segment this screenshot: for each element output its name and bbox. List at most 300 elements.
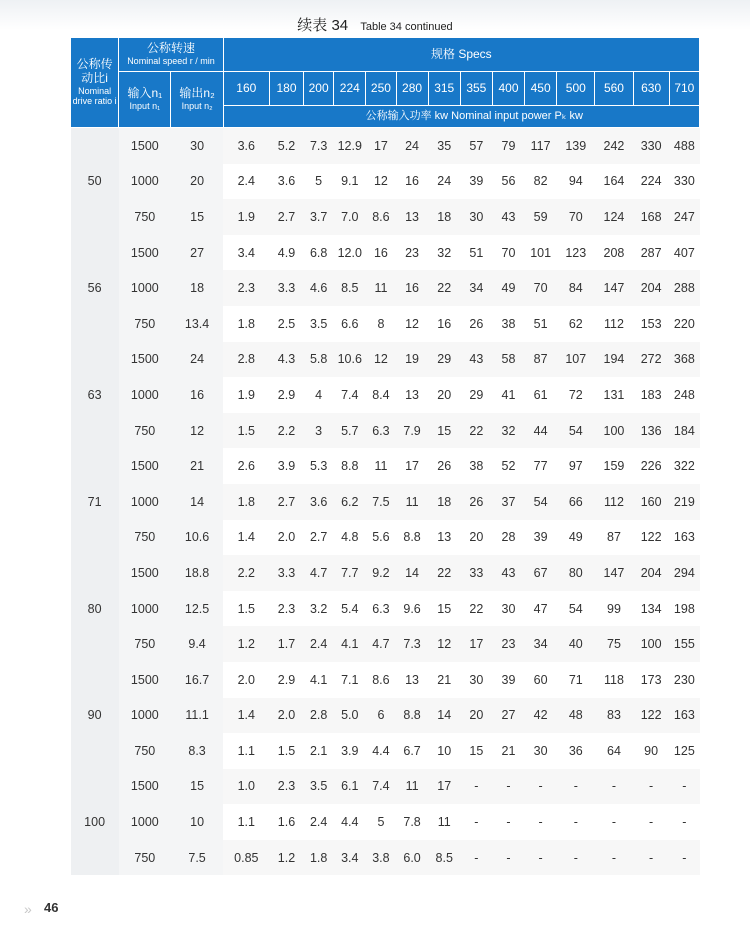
- output-speed-cell: 15: [171, 769, 223, 805]
- power-value-cell: 124: [595, 199, 633, 235]
- table-row: [71, 591, 700, 627]
- power-value-cell: 3: [304, 413, 334, 449]
- power-value-cell: 6.3: [372, 601, 390, 616]
- power-value-cell: 21: [437, 672, 452, 687]
- power-value-cell: 272: [633, 342, 669, 378]
- power-value-cell: 226: [640, 459, 662, 474]
- power-value-cell: 5.3: [309, 459, 328, 474]
- power-value-cell: 72: [568, 387, 583, 402]
- power-value-cell: 100: [595, 413, 633, 449]
- table-row: [71, 448, 700, 484]
- power-value-cell: 15: [469, 743, 484, 758]
- power-value-cell: 1.9: [237, 387, 255, 402]
- input-speed-cell: 1000: [119, 484, 171, 520]
- power-value-cell: 322: [673, 459, 695, 474]
- power-value-cell: 330: [673, 174, 695, 189]
- power-value-cell: 288: [669, 270, 699, 306]
- power-value-cell: 147: [595, 555, 633, 591]
- power-value-cell: 67: [525, 555, 557, 591]
- power-value-cell: 112: [603, 316, 624, 331]
- ratio-header-en: Nominal drive ratio i: [72, 85, 117, 107]
- power-value-cell: 1.4: [223, 698, 269, 734]
- power-value-cell: 155: [669, 626, 699, 662]
- power-value-cell: 6.6: [341, 316, 359, 331]
- power-value-cell: 248: [673, 387, 695, 402]
- power-value-cell: 3.9: [277, 459, 296, 474]
- ratio-cell: 63: [71, 342, 119, 449]
- power-value-cell: 12.9: [334, 128, 366, 164]
- power-value-cell: 3.7: [304, 199, 334, 235]
- output-speed-cell: 12.5: [171, 591, 223, 627]
- table-row: [71, 235, 700, 271]
- power-value-cell: -: [595, 840, 633, 876]
- table-row: [71, 342, 700, 378]
- power-value-cell: 224: [640, 174, 662, 189]
- power-value-cell: 26: [460, 484, 492, 520]
- size-header: 450: [525, 72, 557, 106]
- power-value-cell: 139: [557, 128, 595, 164]
- power-value-cell: 2.0: [237, 672, 255, 687]
- power-value-cell: 2.4: [304, 626, 334, 662]
- power-value-cell: 122: [633, 698, 669, 734]
- size-header: 250: [366, 72, 396, 106]
- power-value-cell: 2.3: [269, 769, 303, 805]
- power-value-cell: 83: [595, 698, 633, 734]
- input-speed-header-cn: 输入n₁: [127, 86, 163, 101]
- power-value-cell: 8.4: [372, 387, 390, 402]
- power-table: [70, 37, 700, 875]
- input-speed-cell: 750: [119, 626, 171, 662]
- power-value-cell: 54: [557, 413, 595, 449]
- output-speed-cell: 15: [171, 199, 223, 235]
- power-value-cell: 4.1: [334, 626, 366, 662]
- input-speed-cell: 1500: [119, 128, 171, 164]
- ratio-cell: 100: [71, 769, 119, 876]
- power-value-cell: 5.8: [304, 342, 334, 378]
- power-value-cell: 2.7: [269, 199, 303, 235]
- table-row: [71, 733, 700, 769]
- power-value-cell: 47: [533, 601, 548, 616]
- power-value-cell: 11: [437, 815, 451, 830]
- table-row: [71, 804, 700, 840]
- output-speed-cell: 21: [171, 448, 223, 484]
- table-row: [71, 698, 700, 734]
- size-header: 710: [669, 72, 699, 106]
- output-speed-cell: 13.4: [171, 306, 223, 342]
- power-value-cell: 17: [428, 769, 460, 805]
- power-value-cell: 4.7: [366, 626, 396, 662]
- input-speed-cell: 750: [119, 413, 171, 449]
- page-number-text: 46: [44, 900, 59, 915]
- table-row: [71, 484, 700, 520]
- power-value-cell: 30: [533, 743, 548, 758]
- power-value-cell: 7.9: [396, 413, 428, 449]
- power-value-cell: 8: [377, 316, 385, 331]
- power-value-cell: 87: [525, 342, 557, 378]
- power-value-cell: 1.8: [237, 316, 255, 331]
- power-value-cell: 2.7: [269, 484, 303, 520]
- power-value-cell: -: [460, 769, 492, 805]
- speed-header: [119, 38, 223, 72]
- power-value-cell: 82: [533, 174, 548, 189]
- power-value-cell: 5: [315, 174, 323, 189]
- power-value-cell: 2.8: [304, 698, 334, 734]
- power-value-cell: 12.0: [337, 245, 362, 260]
- power-value-cell: 12: [405, 316, 420, 331]
- power-value-cell: 11: [396, 769, 428, 805]
- output-speed-cell: 27: [171, 235, 223, 271]
- power-value-cell: 15: [428, 413, 460, 449]
- power-value-cell: 35: [428, 128, 460, 164]
- output-speed-cell: 7.5: [171, 840, 223, 876]
- power-value-cell: 13: [405, 672, 420, 687]
- power-value-cell: 41: [501, 387, 516, 402]
- power-value-cell: 1.7: [269, 626, 303, 662]
- output-speed-cell: 20: [171, 164, 223, 200]
- output-speed-cell: 14: [171, 484, 223, 520]
- output-speed-cell: 11.1: [171, 698, 223, 734]
- power-value-cell: 13: [437, 530, 452, 545]
- power-value-cell: 131: [603, 387, 625, 402]
- power-value-cell: 4.9: [277, 245, 296, 260]
- power-value-cell: 32: [437, 245, 452, 260]
- power-value-cell: 7.4: [366, 769, 396, 805]
- power-value-cell: 8.8: [403, 530, 421, 545]
- power-value-cell: 44: [525, 413, 557, 449]
- power-value-cell: -: [460, 840, 492, 876]
- power-value-cell: 34: [460, 270, 492, 306]
- power-value-cell: 3.4: [334, 840, 366, 876]
- power-value-cell: 20: [437, 387, 452, 402]
- power-value-cell: -: [595, 769, 633, 805]
- power-value-cell: 247: [669, 199, 699, 235]
- input-speed-cell: 1500: [119, 769, 171, 805]
- power-value-cell: 8.8: [341, 459, 359, 474]
- size-header: 630: [633, 72, 669, 106]
- table-title: [0, 14, 750, 35]
- power-value-cell: 1.8: [223, 484, 269, 520]
- power-value-cell: 2.3: [223, 270, 269, 306]
- power-value-cell: 29: [428, 342, 460, 378]
- power-value-cell: -: [573, 815, 578, 830]
- power-value-cell: 77: [533, 459, 548, 474]
- power-value-cell: -: [492, 840, 524, 876]
- power-value-cell: -: [557, 840, 595, 876]
- power-value-cell: 5.4: [341, 601, 359, 616]
- power-value-cell: 3.6: [277, 174, 296, 189]
- power-value-cell: 13: [396, 199, 428, 235]
- power-value-cell: 70: [525, 270, 557, 306]
- power-value-cell: 30: [501, 601, 516, 616]
- power-value-cell: 1.6: [277, 815, 296, 830]
- power-value-cell: 164: [603, 174, 625, 189]
- power-value-cell: -: [633, 769, 669, 805]
- input-speed-cell: 1000: [119, 164, 171, 200]
- power-value-cell: 1.5: [223, 413, 269, 449]
- power-value-cell: 1.9: [223, 199, 269, 235]
- power-value-cell: 4.7: [304, 555, 334, 591]
- power-value-cell: 43: [492, 199, 524, 235]
- power-value-cell: 7.8: [403, 815, 421, 830]
- size-header: 560: [595, 72, 633, 106]
- power-value-cell: 183: [640, 387, 662, 402]
- power-value-cell: 16: [437, 316, 452, 331]
- power-value-cell: 11: [366, 270, 396, 306]
- power-value-cell: 36: [568, 743, 583, 758]
- power-value-cell: 15: [437, 601, 452, 616]
- power-value-cell: 43: [492, 555, 524, 591]
- power-value-cell: 38: [501, 316, 516, 331]
- power-value-cell: 407: [673, 245, 695, 260]
- power-value-cell: -: [525, 840, 557, 876]
- power-value-cell: 2.1: [309, 743, 328, 758]
- power-value-cell: 38: [469, 459, 484, 474]
- power-value-cell: 7.4: [341, 387, 359, 402]
- power-value-cell: 3.3: [269, 555, 303, 591]
- power-value-cell: 30: [460, 199, 492, 235]
- power-value-cell: 3.2: [309, 601, 328, 616]
- power-value-cell: 0.85: [223, 840, 269, 876]
- power-value-cell: 94: [568, 174, 583, 189]
- power-value-cell: 90: [644, 743, 659, 758]
- power-value-cell: 208: [603, 245, 625, 260]
- power-value-cell: -: [682, 815, 687, 830]
- power-value-cell: 16: [373, 245, 388, 260]
- power-value-cell: 1.8: [304, 840, 334, 876]
- power-value-cell: 194: [595, 342, 633, 378]
- power-value-cell: 9.1: [341, 174, 359, 189]
- table-body: [71, 128, 700, 876]
- speed-header-en: Nominal speed r / min: [127, 56, 215, 67]
- power-value-cell: 117: [525, 128, 557, 164]
- input-speed-cell: 1500: [119, 235, 171, 271]
- table-row: [71, 128, 700, 164]
- ratio-cell: 71: [71, 448, 119, 555]
- power-value-cell: 4: [315, 387, 323, 402]
- power-value-cell: 7.3: [396, 626, 428, 662]
- power-value-cell: 136: [633, 413, 669, 449]
- power-value-cell: 7.3: [304, 128, 334, 164]
- size-header: 200: [304, 72, 334, 106]
- input-speed-cell: 750: [119, 306, 171, 342]
- power-value-cell: 39: [469, 174, 484, 189]
- power-value-cell: 9.6: [403, 601, 421, 616]
- power-value-cell: 107: [557, 342, 595, 378]
- power-value-cell: 1.1: [237, 743, 255, 758]
- power-value-cell: -: [525, 769, 557, 805]
- power-value-cell: 6.0: [396, 840, 428, 876]
- table-row: [71, 520, 700, 556]
- power-value-cell: 488: [669, 128, 699, 164]
- power-value-cell: 26: [469, 316, 484, 331]
- size-header: 500: [557, 72, 595, 106]
- power-value-cell: 100: [633, 626, 669, 662]
- power-value-cell: 56: [501, 174, 516, 189]
- size-header: 355: [460, 72, 492, 106]
- power-value-cell: 19: [396, 342, 428, 378]
- power-value-cell: 2.9: [277, 387, 296, 402]
- power-value-cell: 7.1: [341, 672, 359, 687]
- power-value-cell: 39: [533, 530, 548, 545]
- power-value-cell: 368: [669, 342, 699, 378]
- power-value-cell: 2.0: [269, 698, 303, 734]
- power-value-cell: 24: [396, 128, 428, 164]
- power-value-cell: 147: [595, 270, 633, 306]
- power-value-cell: 160: [633, 484, 669, 520]
- output-speed-cell: 16.7: [171, 662, 223, 698]
- power-value-cell: 2.3: [277, 601, 296, 616]
- power-value-cell: 1.5: [237, 601, 255, 616]
- power-value-cell: 3.3: [269, 270, 303, 306]
- power-value-cell: 70: [501, 245, 516, 260]
- power-value-cell: 8.5: [334, 270, 366, 306]
- power-value-cell: 54: [568, 601, 583, 616]
- power-value-cell: 37: [492, 484, 524, 520]
- power-value-cell: 4.1: [309, 672, 328, 687]
- power-value-cell: 330: [633, 128, 669, 164]
- power-value-cell: 125: [673, 743, 695, 758]
- output-speed-cell: 18: [171, 270, 223, 306]
- power-value-cell: 1.4: [237, 530, 255, 545]
- power-value-cell: 219: [669, 484, 699, 520]
- input-speed-cell: 1500: [119, 555, 171, 591]
- power-value-cell: 2.8: [223, 342, 269, 378]
- ratio-cell: 90: [71, 662, 119, 769]
- power-value-cell: 9.2: [366, 555, 396, 591]
- power-value-cell: 20: [460, 698, 492, 734]
- power-value-cell: 34: [525, 626, 557, 662]
- power-value-cell: 17: [405, 459, 420, 474]
- input-speed-cell: 1000: [119, 270, 171, 306]
- power-value-cell: 33: [460, 555, 492, 591]
- input-speed-cell: 1500: [119, 342, 171, 378]
- input-speed-cell: 1000: [119, 804, 171, 840]
- power-value-cell: 60: [533, 672, 548, 687]
- power-value-cell: -: [492, 769, 524, 805]
- power-value-cell: 59: [525, 199, 557, 235]
- power-value-cell: 10: [437, 743, 452, 758]
- power-value-cell: 20: [469, 530, 484, 545]
- power-value-cell: 1.1: [237, 815, 255, 830]
- power-value-cell: 23: [405, 245, 420, 260]
- power-value-cell: 8.6: [366, 199, 396, 235]
- table-row: [71, 626, 700, 662]
- power-value-cell: 153: [640, 316, 662, 331]
- specs-header: 规格 Specs: [223, 38, 699, 72]
- power-value-cell: 32: [492, 413, 524, 449]
- power-value-cell: 79: [492, 128, 524, 164]
- power-value-cell: 6.7: [403, 743, 421, 758]
- ratio-cell: 50: [71, 128, 119, 235]
- input-speed-cell: 1500: [119, 662, 171, 698]
- power-value-cell: 17: [460, 626, 492, 662]
- output-speed-cell: 8.3: [171, 733, 223, 769]
- power-value-cell: 5: [377, 815, 385, 830]
- power-value-cell: 204: [633, 270, 669, 306]
- power-value-cell: 204: [633, 555, 669, 591]
- power-value-cell: 5.0: [334, 698, 366, 734]
- power-value-cell: 2.0: [277, 530, 296, 545]
- output-speed-header: [171, 72, 223, 128]
- power-value-cell: 11: [374, 459, 388, 474]
- power-value-cell: 220: [673, 316, 695, 331]
- power-value-cell: 173: [640, 672, 662, 687]
- power-value-cell: 4.4: [341, 815, 359, 830]
- power-value-cell: 2.5: [277, 316, 296, 331]
- power-value-cell: 101: [530, 245, 552, 260]
- power-value-cell: 2.9: [277, 672, 296, 687]
- power-value-cell: 29: [469, 387, 484, 402]
- power-value-cell: 66: [557, 484, 595, 520]
- power-value-cell: 40: [557, 626, 595, 662]
- power-value-cell: 198: [673, 601, 695, 616]
- power-value-cell: 6.3: [366, 413, 396, 449]
- power-value-cell: 123: [565, 245, 587, 260]
- power-value-cell: 51: [533, 316, 548, 331]
- power-value-cell: 57: [460, 128, 492, 164]
- power-value-cell: 4.3: [269, 342, 303, 378]
- power-value-cell: 12: [373, 174, 388, 189]
- ratio-header: [71, 38, 119, 128]
- table-row: [71, 199, 700, 235]
- output-speed-cell: 9.4: [171, 626, 223, 662]
- power-value-cell: 43: [460, 342, 492, 378]
- power-value-cell: 58: [492, 342, 524, 378]
- input-speed-cell: 750: [119, 520, 171, 556]
- input-speed-cell: 1000: [119, 698, 171, 734]
- power-value-cell: 28: [501, 530, 516, 545]
- power-value-cell: 21: [501, 743, 516, 758]
- power-value-cell: 118: [603, 672, 624, 687]
- power-value-cell: 8.8: [396, 698, 428, 734]
- output-speed-cell: 24: [171, 342, 223, 378]
- power-value-cell: 75: [595, 626, 633, 662]
- size-header: 315: [428, 72, 460, 106]
- power-value-cell: -: [474, 815, 479, 830]
- ratio-cell: 56: [71, 235, 119, 342]
- power-value-cell: 17: [366, 128, 396, 164]
- power-value-cell: -: [649, 815, 654, 830]
- power-value-cell: 3.4: [237, 245, 255, 260]
- power-value-cell: 12: [428, 626, 460, 662]
- power-value-cell: 51: [469, 245, 484, 260]
- power-value-cell: 5.7: [334, 413, 366, 449]
- power-value-cell: 71: [568, 672, 583, 687]
- input-speed-header: [119, 72, 171, 128]
- page-number: [22, 900, 58, 915]
- power-value-cell: 99: [607, 601, 621, 616]
- power-value-cell: 3.9: [341, 743, 359, 758]
- power-value-cell: 4.6: [304, 270, 334, 306]
- power-value-cell: 230: [673, 672, 695, 687]
- power-value-cell: 84: [557, 270, 595, 306]
- power-value-cell: 163: [673, 530, 695, 545]
- input-speed-header-en: Input n₁: [129, 101, 161, 112]
- power-header: 公称输入功率 kw Nominal input power Pₖ kw: [223, 106, 699, 128]
- output-speed-cell: 18.8: [171, 555, 223, 591]
- size-header: 400: [492, 72, 524, 106]
- power-value-cell: 3.5: [304, 769, 334, 805]
- power-value-cell: 112: [595, 484, 633, 520]
- power-value-cell: 39: [501, 672, 516, 687]
- output-speed-cell: 10.6: [171, 520, 223, 556]
- table-row: [71, 662, 700, 698]
- power-value-cell: 2.7: [309, 530, 328, 545]
- power-value-cell: 159: [603, 459, 625, 474]
- power-value-cell: -: [669, 840, 699, 876]
- table-row: [71, 306, 700, 342]
- size-header: 280: [396, 72, 428, 106]
